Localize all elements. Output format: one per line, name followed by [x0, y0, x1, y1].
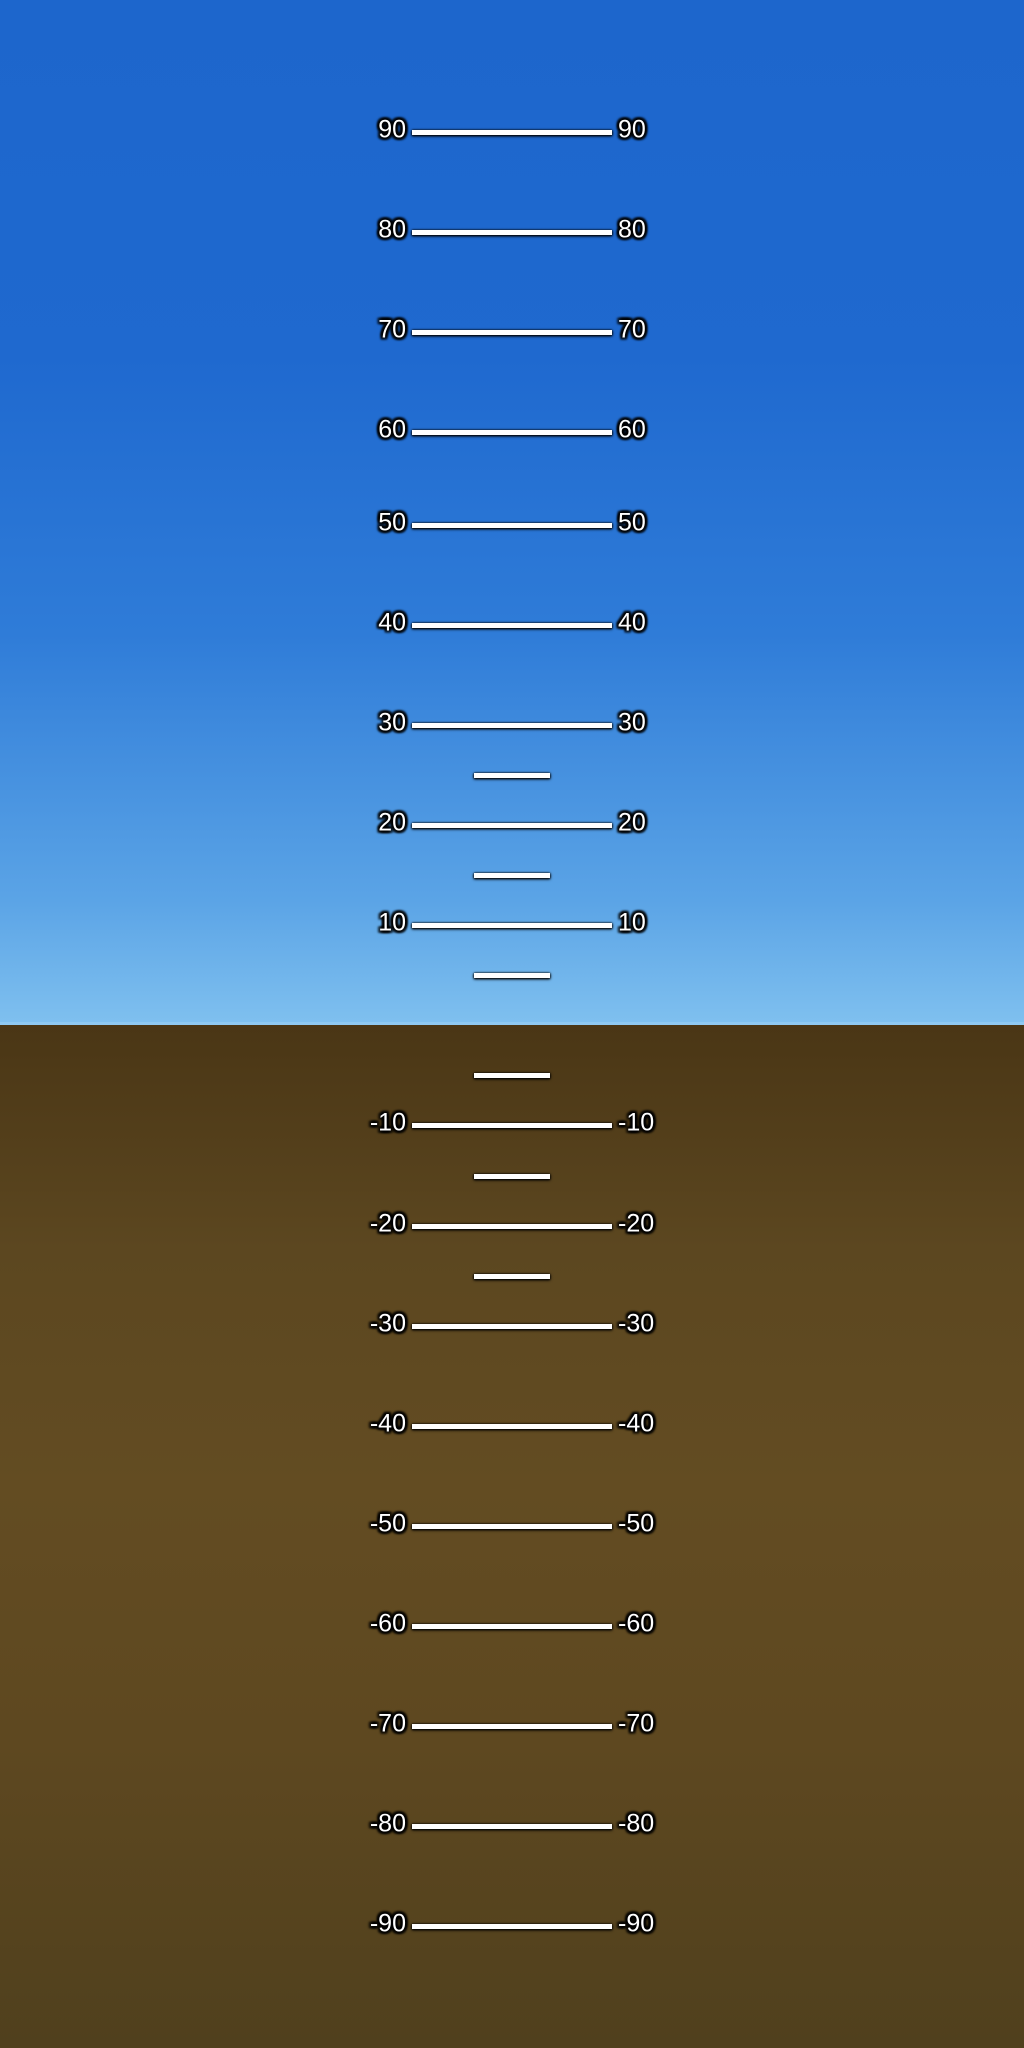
pitch-ladder-label-left: 10	[378, 908, 406, 937]
pitch-ladder-label-left: 40	[378, 608, 406, 637]
pitch-ladder-label-left: 50	[378, 508, 406, 537]
pitch-ladder-label-left: 60	[378, 415, 406, 444]
pitch-ladder-minor-rung	[474, 973, 550, 978]
pitch-ladder-label-left: -50	[369, 1509, 406, 1538]
pitch-ladder-minor-rung	[474, 1073, 550, 1078]
pitch-ladder-label-right: -80	[618, 1809, 655, 1838]
pitch-ladder-major-rung	[412, 1524, 612, 1529]
pitch-ladder-label-left: -60	[369, 1609, 406, 1638]
pitch-ladder-minor-rung	[474, 773, 550, 778]
pitch-ladder-label-right: 90	[618, 115, 646, 144]
pitch-ladder-major-rung	[412, 523, 612, 528]
pitch-ladder-label-left: -80	[369, 1809, 406, 1838]
pitch-ladder-label-left: 90	[378, 115, 406, 144]
pitch-ladder-label-left: 20	[378, 808, 406, 837]
pitch-ladder-label-right: -50	[618, 1509, 655, 1538]
pitch-ladder-label-left: -30	[369, 1309, 406, 1338]
pitch-ladder-major-rung	[412, 1324, 612, 1329]
pitch-ladder-major-rung	[412, 1123, 612, 1128]
pitch-ladder-label-right: -10	[618, 1108, 655, 1137]
pitch-ladder-major-rung	[412, 1724, 612, 1729]
pitch-ladder-major-rung	[412, 1424, 612, 1429]
pitch-ladder-label-right: 40	[618, 608, 646, 637]
pitch-ladder-label-right: -40	[618, 1409, 655, 1438]
pitch-ladder-label-left: -20	[369, 1209, 406, 1238]
pitch-ladder-major-rung	[412, 1924, 612, 1929]
pitch-ladder-major-rung	[412, 1824, 612, 1829]
pitch-ladder-major-rung	[412, 923, 612, 928]
pitch-ladder-major-rung	[412, 430, 612, 435]
pitch-ladder-label-right: 10	[618, 908, 646, 937]
pitch-ladder-label-right: -20	[618, 1209, 655, 1238]
pitch-ladder-label-right: -60	[618, 1609, 655, 1638]
pitch-ladder-label-right: -90	[618, 1909, 655, 1938]
pitch-ladder-label-left: 70	[378, 315, 406, 344]
pitch-ladder-label-right: -30	[618, 1309, 655, 1338]
pitch-ladder-major-rung	[412, 230, 612, 235]
pitch-ladder-label-left: 30	[378, 708, 406, 737]
pitch-ladder-label-right: 80	[618, 215, 646, 244]
pitch-ladder-label-right: -70	[618, 1709, 655, 1738]
pitch-ladder-label-right: 60	[618, 415, 646, 444]
pitch-ladder-label-right: 30	[618, 708, 646, 737]
pitch-ladder-major-rung	[412, 330, 612, 335]
pitch-ladder-major-rung	[412, 130, 612, 135]
pitch-ladder-minor-rung	[474, 1174, 550, 1179]
pitch-ladder-minor-rung	[474, 1274, 550, 1279]
pitch-ladder-minor-rung	[474, 873, 550, 878]
pitch-ladder-major-rung	[412, 623, 612, 628]
pitch-ladder-label-left: -10	[369, 1108, 406, 1137]
pitch-ladder-label-right: 70	[618, 315, 646, 344]
pitch-ladder-label-left: -90	[369, 1909, 406, 1938]
pitch-ladder-major-rung	[412, 823, 612, 828]
pitch-ladder-major-rung	[412, 723, 612, 728]
pitch-ladder-label-right: 50	[618, 508, 646, 537]
pitch-ladder-label-right: 20	[618, 808, 646, 837]
pitch-ladder-label-left: -40	[369, 1409, 406, 1438]
pitch-ladder-label-left: 80	[378, 215, 406, 244]
pitch-ladder-major-rung	[412, 1624, 612, 1629]
pitch-ladder-major-rung	[412, 1224, 612, 1229]
pitch-ladder-label-left: -70	[369, 1709, 406, 1738]
